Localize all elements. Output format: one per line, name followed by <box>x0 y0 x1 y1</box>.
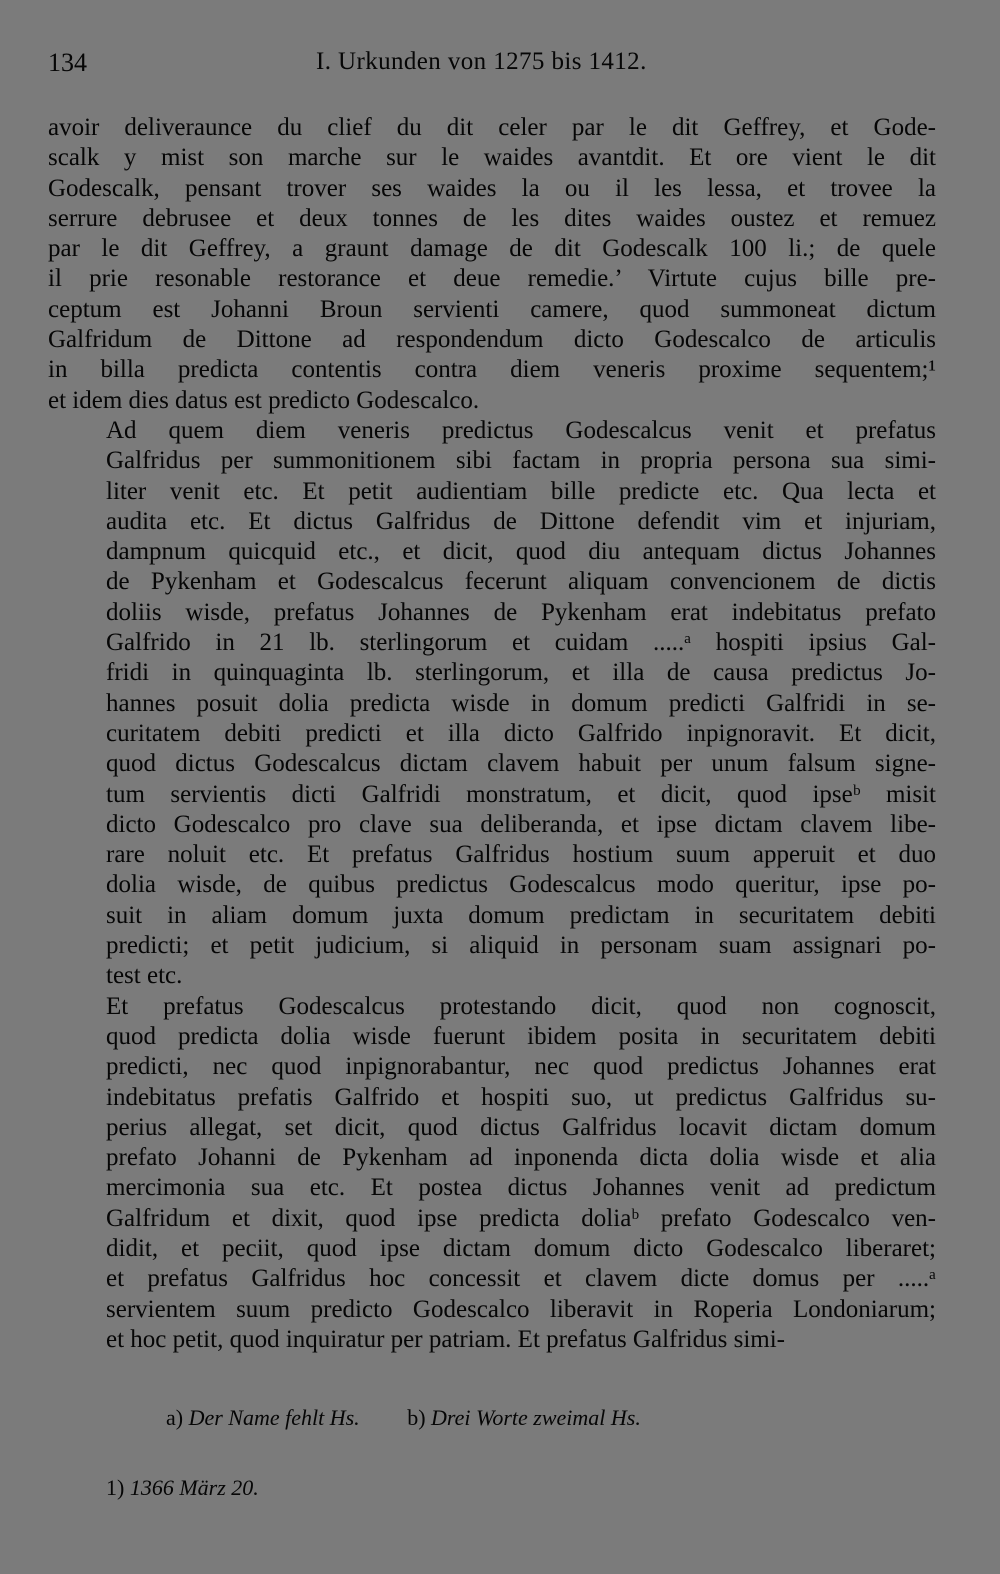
text-line: Et prefatus Godescalcus protestando dicit, quod non cognoscit, <box>106 992 936 1020</box>
text-line: didit, et peciit, quod ipse dictam domum dicto Godescalco liberaret; <box>106 1234 936 1262</box>
text-line: fridi in quinquaginta lb. sterlingorum, et illa de causa predictus Jo- <box>106 659 936 687</box>
text-line: Godescalk, pensant trover ses waides la ou il les lessa, et trovee la <box>48 174 936 202</box>
text-line: test etc. <box>106 962 183 990</box>
text-line: dolia wisde, de quibus predictus Godescalcus modo queritur, ipse po- <box>106 871 936 899</box>
paragraph <box>48 416 936 992</box>
text-line: quod predicta dolia wisde fuerunt ibidem posita in securitatem debiti <box>106 1022 936 1050</box>
text-line: il prie resonable restorance et deue remedie.’ Virtute cujus bille pre- <box>48 265 936 293</box>
text-line: et prefatus Galfridus hoc concessit et clavem dicte domus per .....ᵃ <box>106 1265 936 1293</box>
text-line: Galfridum et dixit, quod ipse predicta doliaᵇ prefato Godescalco ven- <box>106 1204 936 1232</box>
text-line: et idem dies datus est predicto Godescalco. <box>48 386 480 414</box>
note-mark: b) <box>407 1405 426 1430</box>
text-line: tum servientis dicti Galfridi monstratum, et dicit, quod ipseᵇ misit <box>106 780 936 808</box>
text-line: dicto Godescalco pro clave sua deliberanda, et ipse dictam clavem libe- <box>106 810 936 838</box>
text-line: Galfridus per summonitionem sibi factam in propria persona sua simi- <box>106 447 936 475</box>
text-line: de Pykenham et Godescalcus fecerunt aliquam convencionem de dictis <box>106 568 936 596</box>
text-line: avoir deliveraunce du clief du dit celer par le dit Geffrey, et Gode- <box>48 114 936 141</box>
text-line: Galfridum de Dittone ad respondendum dicto Godescalco de articulis <box>48 326 936 354</box>
text-line: serrure debrusee et deux tonnes de les dites waides oustez et remuez <box>48 204 936 232</box>
text-line: scalk y mist son marche sur le waides avantdit. Et ore vient le dit <box>48 144 936 172</box>
text-line: hannes posuit dolia predicta wisde in domum predicti Galfridi in se- <box>106 689 936 717</box>
text-line: doliis wisde, prefatus Johannes de Pykenham erat indebitatus prefato <box>106 598 936 626</box>
text-line: Ad quem diem veneris predictus Godescalcus venit et prefatus <box>106 416 936 444</box>
text-line: indebitatus prefatis Galfrido et hospiti suo, ut predictus Galfridus su- <box>106 1083 936 1111</box>
text-line: audita etc. Et dictus Galfridus de Dittone defendit vim et injuriam, <box>106 507 936 535</box>
text-line: liter venit etc. Et petit audientiam bille predicte etc. Qua lecta et <box>106 477 936 505</box>
note-mark: a) <box>166 1405 184 1430</box>
text-line: Galfrido in 21 lb. sterlingorum et cuidam .....ᵃ hospiti ipsius Gal- <box>106 629 936 657</box>
text-line: predicti, nec quod inpignorabantur, nec quod predictus Johannes erat <box>106 1053 936 1081</box>
text-line: ceptum est Johanni Broun servienti camere, quod summoneat dictum <box>48 295 936 323</box>
paragraph <box>48 113 936 416</box>
page-header <box>48 48 936 82</box>
page-number: 134 <box>48 48 87 77</box>
note-b <box>407 1405 641 1431</box>
text-line: et hoc petit, quod inquiratur per patriam. Et prefatus Galfridus simi- <box>106 1325 785 1353</box>
text-line: par le dit Geffrey, a graunt damage de dit Godescalk 100 li.; de quele <box>48 235 936 263</box>
text-line: mercimonia sua etc. Et postea dictus Johannes venit ad predictum <box>106 1174 936 1202</box>
note-text: Der Name fehlt Hs. <box>188 1405 360 1430</box>
text-line: perius allegat, set dicit, quod dictus Galfridus locavit dictam domum <box>106 1113 936 1141</box>
note-a <box>166 1405 360 1431</box>
critical-notes <box>166 1405 926 1431</box>
footnote-mark: 1) <box>106 1475 125 1500</box>
body-text <box>48 113 936 1355</box>
text-line: prefato Johanni de Pykenham ad inponenda dicta dolia wisde et alia <box>106 1144 936 1172</box>
text-line: in billa predicta contentis contra diem veneris proxime sequentem;¹ <box>48 356 936 384</box>
footnote-1 <box>106 1475 606 1501</box>
paragraph <box>48 992 936 1356</box>
note-text: Drei Worte zweimal Hs. <box>431 1405 641 1430</box>
text-line: curitatem debiti predicti et illa dicto Galfrido inpignoravit. Et dicit, <box>106 719 936 747</box>
text-line: suit in aliam domum juxta domum predictam in securitatem debiti <box>106 901 936 929</box>
footnote-text: 1366 März 20. <box>129 1475 259 1500</box>
text-line: dampnum quicquid etc., et dicit, quod diu antequam dictus Johannes <box>106 538 936 566</box>
text-line: servientem suum predicto Godescalco liberavit in Roperia Londoniarum; <box>106 1295 936 1323</box>
text-line: rare noluit etc. Et prefatus Galfridus hostium suum apperuit et duo <box>106 841 936 869</box>
text-line: quod dictus Godescalcus dictam clavem habuit per unum falsum signe- <box>106 750 936 778</box>
text-line: predicti; et petit judicium, si aliquid in personam suam assignari po- <box>106 932 936 960</box>
running-head: I. Urkunden von 1275 bis 1412. <box>316 48 647 75</box>
